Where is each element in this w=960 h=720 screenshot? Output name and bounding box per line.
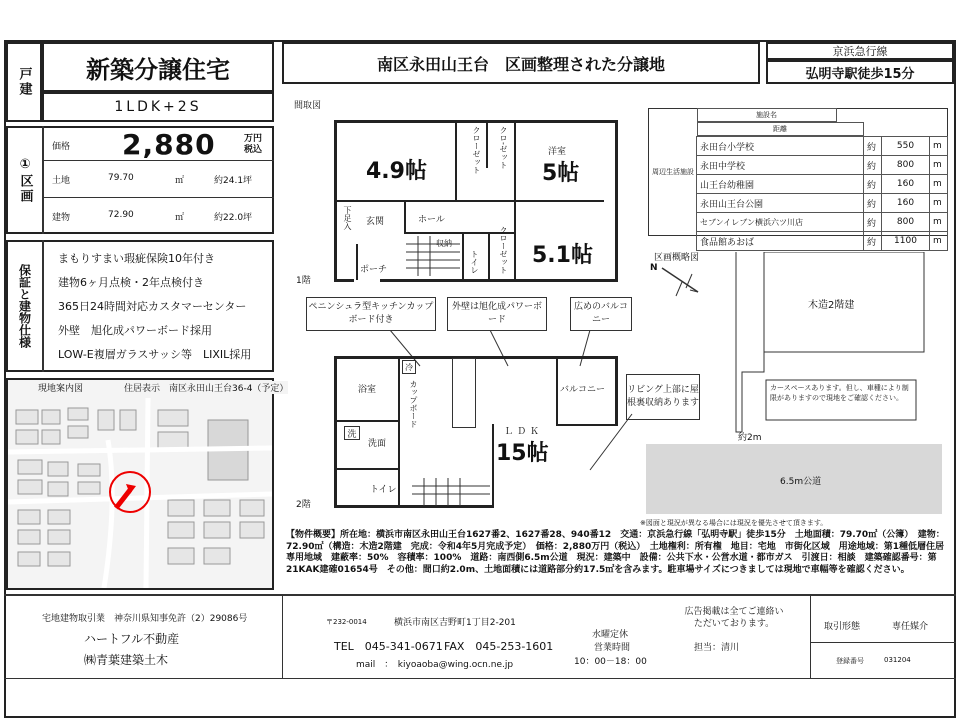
type-label: 戸建 xyxy=(6,42,42,122)
facility-distance: 160 xyxy=(882,175,930,194)
facility-distance: 1100 xyxy=(882,232,930,251)
map-address: 住居表示 南区永田山王台36-4（予定） xyxy=(124,381,288,394)
email-address[interactable]: mail ： kiyoaoba@wing.ocn.ne.jp xyxy=(356,660,514,670)
company-name-2: ㈱青葉建築土木 xyxy=(84,653,169,667)
fridge-label: 冷 xyxy=(402,360,416,374)
facilities-side-label: 周辺生活施設 xyxy=(652,168,694,176)
disclaimer: ※図面と現況が異なる場合には現況を優先させて頂きます。 xyxy=(640,519,828,527)
land-tsubo: 約24.1坪 xyxy=(214,176,253,186)
facility-distance: 160 xyxy=(882,194,930,213)
facility-name: セブンイレブン横浜六ツ川店 xyxy=(697,213,864,232)
bath-label: 浴室 xyxy=(358,385,377,395)
line-name: 京浜急行線 xyxy=(766,42,954,60)
note-attic: リビング上部に屋根裏収納あります xyxy=(626,374,700,420)
registration-number: 031204 xyxy=(884,656,911,664)
layout-label: 1LDK+2S xyxy=(42,92,274,122)
spec-label: 保証と建物仕様 xyxy=(17,264,32,348)
building-label: 建物 xyxy=(52,213,71,223)
note-kitchen: ペニンシュラ型キッチンカップボード付き xyxy=(306,297,436,331)
price-unit: 万円税込 xyxy=(244,134,263,155)
facility-name: 食品館あおば xyxy=(697,232,864,251)
station-info: 弘明寺駅徒歩15分 xyxy=(766,60,954,84)
deal-type-label: 取引形態 xyxy=(824,622,861,632)
room-2-label: 洋室 xyxy=(548,147,567,157)
frontage-label: 約2m xyxy=(738,433,762,443)
road-label: 6.5m公道 xyxy=(780,477,822,487)
closet-label: クローゼット xyxy=(472,126,481,174)
table-row: 食品館あおば 約 1100 m xyxy=(697,232,948,251)
north-label: N xyxy=(650,263,658,273)
company-name: ハートフル不動産 xyxy=(84,632,180,646)
siteplan-title: 区画概略図 xyxy=(654,253,700,263)
location-map xyxy=(6,378,274,590)
postal-code: 〒232-0014 xyxy=(326,618,367,626)
hall-label: ホール xyxy=(418,215,445,225)
note-exterior: 外壁は旭化成パワーボード xyxy=(447,297,547,331)
page-title: 新築分譲住宅 xyxy=(42,42,274,92)
location-title: 南区永田山王台 区画整理された分譲地 xyxy=(282,42,760,84)
price-value: 2,880 xyxy=(122,128,216,161)
deal-type: 専任媒介 xyxy=(892,622,929,632)
facility-distance: 800 xyxy=(882,213,930,232)
facility-header-distance: 距離 xyxy=(697,122,864,136)
neighbor-house-label: 木造2階建 xyxy=(808,300,855,311)
spec-item: 外壁 旭化成パワーボード採用 xyxy=(58,324,212,337)
washer-label: 洗 xyxy=(344,426,360,440)
ldk-size: 15帖 xyxy=(496,441,549,466)
shoe-cabinet-label: 下足入 xyxy=(343,206,352,230)
registration-label: 登録番号 xyxy=(836,657,864,665)
facility-distance: 800 xyxy=(882,156,930,175)
land-unit: ㎡ xyxy=(175,176,185,186)
price-label: 価格 xyxy=(52,142,71,152)
floorplan-title: 間取図 xyxy=(294,101,322,111)
map-title: 現地案内図 xyxy=(38,381,83,394)
table-row: 山王台幼稚園 約 160 m xyxy=(697,175,948,194)
facilities-table xyxy=(696,108,948,251)
cupboard-label: カップボード xyxy=(409,380,418,428)
land-area: 79.70 xyxy=(108,173,134,183)
parking-note: カースペースあります。但し、車種により制限がありますので現地をご確認ください。 xyxy=(770,384,909,402)
building-tsubo: 約22.0坪 xyxy=(214,213,253,223)
building-area: 72.90 xyxy=(108,210,134,220)
closed-day: 水曜定休 xyxy=(592,630,629,640)
table-row: セブンイレブン横浜六ツ川店 約 800 m xyxy=(697,213,948,232)
business-hours: 10：00－18：00 xyxy=(574,657,647,667)
property-overview: 【物件概要】所在地：横浜市南区永田山王台1627番2、1627番28、940番12 交通：京浜急行線「弘明寺駅」徒歩15分 土地面積：79.70㎡（公簿） 建物：72.90㎡（構造：木造2階建 完成：令和4年5月完成予定） 価格：2,880万円（税込） 土地権利：所有権 地目：宅地 市街化区域 用途地域：第1種低層住居専用地域 建蔽率：50% 容積率：100% 道路：南西側6.5m公道 現況：建築中 設備：公共下水・公営水道・都市ガス 引渡日：相談 建築確認番号：第21KAK建確01654号 その他：間口約2.0m、土地面積には道路部分約17.5㎡を含みます。駐車場サイズにつきましては現地で車幅等を確認ください。 xyxy=(286,530,945,575)
phone-number[interactable]: TEL 045-341-0671 xyxy=(334,640,443,653)
closet-label: クロ-ゼット xyxy=(499,126,508,169)
entrance-label: 玄関 xyxy=(366,217,385,227)
table-row: 永田台小学校 約 550 m xyxy=(697,137,948,156)
washroom-label: 洗面 xyxy=(368,439,387,449)
stairs-2f xyxy=(412,478,490,506)
spec-item: まもりすまい瑕疵保険10年付き xyxy=(58,252,215,265)
license-number: 宅地建物取引業 神奈川県知事免許（2）29086号 xyxy=(42,614,248,624)
hours-label: 営業時間 xyxy=(594,643,631,653)
ldk-label: ＬＤＫ xyxy=(504,427,544,437)
map-graphic xyxy=(8,380,272,588)
facility-name: 永田山王台公園 xyxy=(697,194,864,213)
spec-item: LOW-E複層ガラスサッシ等 LIXIL採用 xyxy=(58,348,252,361)
land-label: 土地 xyxy=(52,176,71,186)
office-address: 横浜市南区吉野町1丁目2-201 xyxy=(394,618,516,628)
fax-number: FAX 045-253-1601 xyxy=(444,640,554,653)
room-3-size: 5.1帖 xyxy=(532,243,593,268)
building-unit: ㎡ xyxy=(175,213,185,223)
toilet-label: トイレ xyxy=(470,250,479,274)
floor2-label: 2階 xyxy=(296,500,311,510)
floor1-label: 1階 xyxy=(296,276,311,286)
balcony-label: バルコニー xyxy=(560,385,606,395)
facility-name: 永田台小学校 xyxy=(697,137,864,156)
facility-header-name: 施設名 xyxy=(697,108,837,122)
staff-name: 担当：清川 xyxy=(694,643,740,653)
spec-item: 365日24時間対応カスタマーセンター xyxy=(58,300,247,313)
porch-label: ポーチ xyxy=(360,265,388,275)
closet-label: クローゼット xyxy=(499,226,508,274)
section-label: ①区画 xyxy=(17,156,33,204)
spec-item: 建物6ヶ月点検・2年点検付き xyxy=(58,276,204,289)
table-row: 永田山王台公園 約 160 m xyxy=(697,194,948,213)
room-2-size: 5帖 xyxy=(542,161,580,186)
toilet-2f-label: トイレ xyxy=(370,485,397,495)
facility-distance: 550 xyxy=(882,137,930,156)
stairs-1f xyxy=(406,236,460,276)
room-1-size: 4.9帖 xyxy=(366,159,427,184)
facility-name: 山王台幼稚園 xyxy=(697,175,864,194)
facility-name: 永田中学校 xyxy=(697,156,864,175)
ad-note: 広告掲載は全てご連絡いただいております。 xyxy=(684,607,784,629)
table-row: 永田中学校 約 800 m xyxy=(697,156,948,175)
kitchen-counter xyxy=(452,358,476,428)
note-balcony: 広めのバルコニー xyxy=(570,297,632,331)
